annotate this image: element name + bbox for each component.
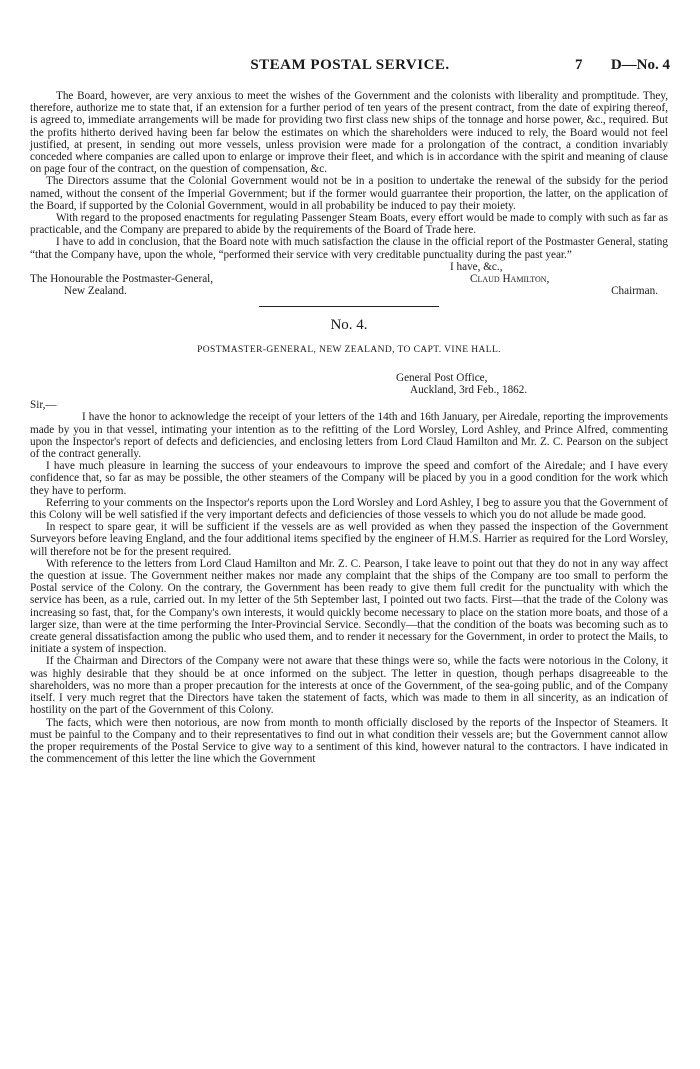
paragraph: The Directors assume that the Colonial Government would not be in a position to undertake the renewal of the subsidy for the period named, without the consent of the Imperial Government; but if the former would guarrantee their proportion, the latter, on the application of the Board, if supported by the Colonial Government, would in all probability be induced to pay their moiety. [30,175,668,212]
letter-number: No. 4. [330,317,368,334]
letter-route: POSTMASTER-GENERAL, NEW ZEALAND, TO CAPT. VINE HALL. [197,344,501,355]
paragraph: I have to add in conclusion, that the Board note with much satisfaction the clause in the official report of the Postmaster General, stating “that the Company have, upon the whole, “performed their service with very creditable punctuality during the past year.” [30,236,668,261]
paragraph: The Board, however, are very anxious to meet the wishes of the Government and the colonists with liberality and promptitude. They, therefore, authorize me to state that, if an extension for a further period of ten years of the present contract, from the date of expiring thereof, is agreed to, immediate arrangements will be made for providing two first class new ships of the tonnage and horse power, &c., required. But the profits hitherto derived having been far below the estimates on which the shareholders were induced to rely, the Board would not feel justified, at present, in sending out more vessels, unless provision were made for a prolongation of the contract, a condition invariably conceded where companies are called upon to enlarge or improve their fleet, and which is in accordance with the spirit and meaning of clause on page four of the contract, on the question of compensation, &c. [30,90,668,176]
salutation: Sir,— [30,399,57,412]
paragraph: I have the honor to acknowledge the receipt of your letters of the 14th and 16th January, per Airedale, reporting the improvements made by you in that vessel, intimating your intention as to the refitting of the Lord Worsley, Lord Ashley, and Prince Alfred, commenting upon the Inspector's report of defects and deficiencies, and enclosing letters from Lord Claud Hamilton and Mr. Z. C. Pearson on the subject of the contract generally. [30,411,668,461]
page-number: 7 [575,57,583,73]
section-divider [259,306,439,307]
signatory: Claud Hamilton, [470,273,550,286]
paragraph: With regard to the proposed enactments for regulating Passenger Steam Boats, every effort would be made to comply with such as far as practicable, and the Company are prepared to abide by the requirements of the Board of Trade here. [30,212,668,237]
paragraph: I have much pleasure in learning the success of your endeavours to improve the speed and comfort of the Airedale; and I have every confidence that, so far as may be possible, the other steamers of the Company will be placed by you in a good condition for the work which they have to perform. [30,460,668,497]
paragraph: In respect to spare gear, it will be sufficient if the vessels are as well provided as when they passed the inspection of the Government Surveyors before leaving England, and the four additional items specified by the engineer of H.M.S. Harrier as required for the Lord Worsley, will therefore not be for the present required. [30,521,668,558]
signatory-title: Chairman. [611,285,658,298]
addressee-line: The Honourable the Postmaster-General, [30,273,214,286]
addressee-line: New Zealand. [64,285,127,298]
addressee-row [30,273,668,285]
running-header [30,57,670,79]
paragraph: The facts, which were then notorious, are now from month to month officially disclosed by the reports of the Inspector of Steamers. It must be painful to the Company and to their representatives to find out in what condition their vessels are; but the Government cannot allow the proper requirements of the Postal Service to give way to a sentiment of this kind, however natural to the contractors. I have indicated in the commencement of this letter the line which the Government [30,716,668,766]
letter-2 [30,319,668,765]
closing-row [30,261,668,273]
letter-date: Auckland, 3rd Feb., 1862. [410,384,528,397]
header-title: STEAM POSTAL SERVICE. [250,57,450,73]
addressee-row-2 [30,285,668,297]
paragraph: If the Chairman and Directors of the Company were not aware that these things were so, while the facts were notorious in the Colony, it was highly desirable that they should be at once informed on the subject. The letter in question, though perhaps disagreeable to the shareholders, was no more than a proper precaution for the interests at once of the Government, of the sea-going public, and of the Company itself. I very much regret that the Directors have taken the statement of facts, which was made to them in all sincerity, as an indication of hostility on the part of the Government of this Colony. [30,655,668,717]
document-body [30,90,668,765]
document-reference: D—No. 4 [610,57,670,73]
letter-1 [30,90,668,297]
paragraph: With reference to the letters from Lord Claud Hamilton and Mr. Z. C. Pearson, I take leave to point out that they do not in any way affect the question at issue. The Government neither makes nor made any complaint that the ships of the Company are too small to perform the Postal service of the Colony. On the contrary, the Government has been ready to give them full credit for the punctuality with which the service has been, as a rule, carried out. In my letter of the 5th September last, I pointed out two facts. First—that the trade of the Colony was increasing so fast, that, for the Company's own interests, it would quickly become necessary to place on the station more boats, and those of a larger size, than were at the time performing the Inter-Provincial Service. Secondly—that the condition of the boats was becoming such as to create general dissatisfaction among the public who used them, and to render it necessary for the Government, in order to protect the Mails, to initiate a system of inspection. [30,557,668,656]
closing: I have, &c., [450,260,503,273]
sender-address-line: General Post Office, [396,371,488,384]
paragraph: Referring to your comments on the Inspector's reports upon the Lord Worsley and Lord Ashley, I beg to assure you that the Government of this Colony will be well satisfied if the very important defects and deficiencies of those vessels to which you do not allude be made good. [30,496,668,522]
